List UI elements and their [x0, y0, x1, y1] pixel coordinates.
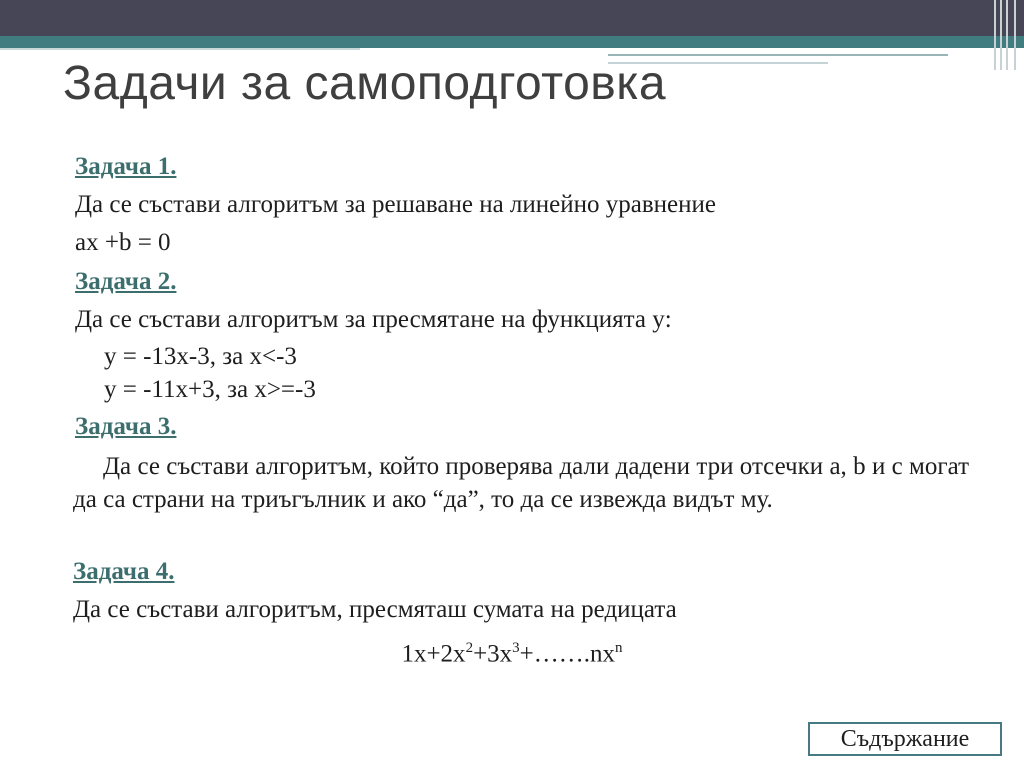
task-3-text: Да се състави алгоритъм, който проверява дали дадени три отсечки a, b и c могат да са страни на триъгълник и ако “да”, то да се извежда видът му.: [73, 453, 969, 513]
contents-button[interactable]: Съдържание: [808, 722, 1002, 756]
top-band-teal: [0, 36, 1024, 48]
task-1-equation: ax +b = 0: [75, 229, 171, 256]
task-1-text: Да се състави алгоритъм за решаване на линейно уравнение: [75, 191, 717, 218]
task-3-heading[interactable]: Задача 3.: [75, 413, 177, 440]
top-band-dark: [0, 0, 1024, 36]
task-4-text: Да се състави алгоритъм, пресмяташ сумата на редицата: [73, 596, 677, 623]
task-2-text: Да се състави алгоритъм за пресмятане на функцията y:: [75, 306, 672, 333]
task-2-heading[interactable]: Задача 2.: [75, 268, 177, 295]
decor-vertical-bars: [992, 0, 1024, 70]
task-1-heading[interactable]: Задача 1.: [75, 153, 177, 180]
series-formula: $1x+2x^2+3x^3+\dots\dots.nx^n$: [401, 640, 623, 668]
slide-title: Задачи за самоподготовка: [63, 57, 667, 110]
task-4-heading[interactable]: Задача 4.: [73, 558, 175, 585]
decor-line: [0, 48, 360, 50]
task-2-case-2: y = -11x+3, за x>=-3: [104, 376, 316, 403]
task-2-case-1: y = -13x-3, за x<-3: [104, 343, 297, 370]
